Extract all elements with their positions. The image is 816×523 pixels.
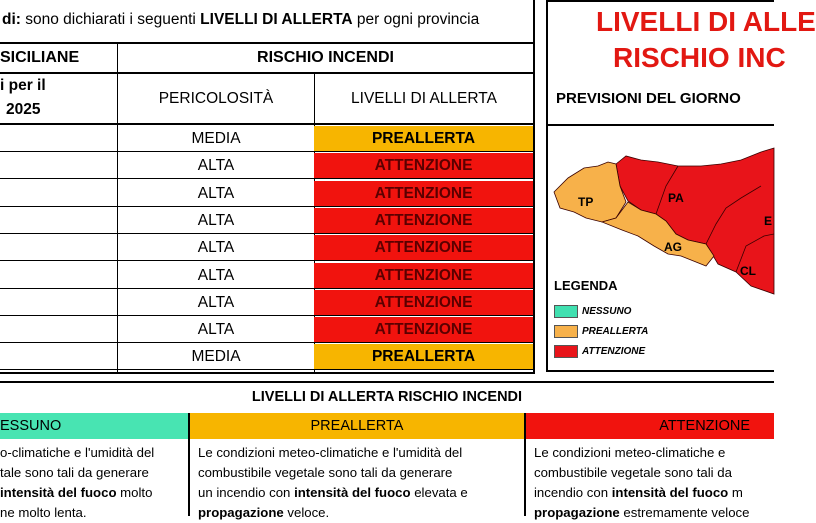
legend-label-preallerta: PREALLERTA — [582, 326, 649, 337]
map-label-pa: PA — [668, 191, 684, 205]
map-label-e: E — [764, 214, 773, 228]
desc-nessuno-l1: o-climatiche e l'umidità del — [0, 445, 155, 460]
map-title-line2: RISCHIO INC — [613, 42, 786, 73]
band-nessuno — [0, 413, 188, 439]
band-label-attenzione: ATTENZIONE — [659, 418, 750, 434]
desc-preallerta-l3c: elevata e — [410, 485, 468, 500]
alert-level-cell: ATTENZIONE — [314, 208, 533, 233]
header-prefix: di: — [2, 11, 21, 28]
hazard-cell: ALTA — [197, 184, 235, 202]
band-attenzione — [526, 413, 774, 439]
desc-attenzione-l3a: incendio con — [534, 485, 612, 500]
map-panel — [546, 0, 816, 372]
desc-attenzione-l2: combustibile vegetale sono tali da — [534, 465, 732, 480]
alert-level-cell: ATTENZIONE — [314, 263, 533, 288]
desc-nessuno-l3b: molto — [116, 485, 153, 500]
map-title-line1: LIVELLI DI ALLE — [596, 6, 816, 37]
desc-attenzione-l4b: estremamente veloce — [619, 505, 750, 520]
col-level-header: LIVELLI DI ALLERTA — [351, 90, 497, 107]
desc-preallerta-l4b: veloce. — [283, 505, 330, 520]
alert-levels-legend — [0, 381, 774, 520]
forecast-label: PREVISIONI DEL GIORNO — [556, 90, 741, 107]
desc-attenzione-l3c: m — [728, 485, 743, 500]
band-label-nessuno: ESSUNO — [0, 418, 62, 434]
desc-preallerta-l3b: intensità del fuoco — [294, 485, 411, 500]
legend-label-nessuno: NESSUNO — [582, 306, 632, 317]
alert-level-cell: ATTENZIONE — [314, 290, 533, 315]
band-preallerta — [190, 413, 524, 439]
hazard-cell: ALTA — [197, 156, 235, 174]
legend-swatch-nessuno — [554, 305, 578, 318]
left-subheader-line2: 2025 — [6, 101, 41, 118]
alert-table-panel — [0, 0, 536, 375]
hazard-cell: ALTA — [197, 320, 235, 338]
hazard-cell: ALTA — [197, 211, 235, 229]
desc-nessuno-l3a: intensità del fuoco — [0, 485, 117, 500]
alert-level-cell: PREALLERTA — [314, 126, 533, 151]
legend-item-preallerta — [554, 325, 648, 338]
alert-level-cell: ATTENZIONE — [314, 181, 533, 206]
desc-preallerta-l2: combustibile vegetale sono tali da generare — [198, 465, 453, 480]
desc-nessuno — [0, 443, 184, 523]
desc-attenzione-l3b: intensità del fuoco — [611, 485, 729, 500]
desc-preallerta-l1: Le condizioni meteo-climatiche e l'umidità del — [198, 445, 463, 460]
hazard-cell: ALTA — [197, 266, 235, 284]
legend-swatch-attenzione — [554, 345, 578, 358]
legend-item-nessuno — [554, 305, 631, 318]
hazard-cell: MEDIA — [191, 129, 241, 147]
header-text: sono dichiarati i seguenti — [25, 11, 196, 28]
map-region-trapani — [554, 162, 626, 222]
col-hazard-header: PERICOLOSITÀ — [158, 90, 274, 107]
desc-preallerta — [198, 443, 520, 523]
desc-nessuno-l4: ne molto lenta. — [0, 505, 87, 520]
desc-attenzione-l4a: propagazione — [534, 505, 620, 520]
left-subheader-line1: i per il — [0, 77, 46, 94]
desc-nessuno-l2: tale sono tali da generare — [0, 465, 149, 480]
col-group-header: RISCHIO INCENDI — [257, 49, 394, 66]
hazard-cell: MEDIA — [191, 347, 241, 365]
desc-preallerta-l3a: un incendio con — [198, 485, 295, 500]
map-label-tp: TP — [578, 195, 594, 209]
legend-title: LEGENDA — [554, 278, 618, 293]
header-line — [2, 11, 479, 29]
header-suffix: per ogni provincia — [356, 11, 480, 28]
desc-attenzione-l1: Le condizioni meteo-climatiche e — [534, 445, 726, 460]
alert-level-cell: ATTENZIONE — [314, 235, 533, 260]
alert-level-cell: ATTENZIONE — [314, 153, 533, 178]
header-highlight: LIVELLI DI ALLERTA — [200, 11, 353, 28]
legend-strip-title: LIVELLI DI ALLERTA RISCHIO INCENDI — [251, 389, 523, 405]
band-label-preallerta: PREALLERTA — [310, 418, 404, 434]
legend-swatch-preallerta — [554, 325, 578, 338]
col-left-header: SICILIANE — [0, 49, 80, 66]
desc-attenzione — [534, 443, 774, 523]
alert-level-cell: ATTENZIONE — [314, 317, 533, 342]
map-label-ag: AG — [664, 240, 682, 254]
alert-level-cell: PREALLERTA — [314, 344, 533, 369]
legend-label-attenzione: ATTENZIONE — [582, 346, 646, 357]
desc-preallerta-l4a: propagazione — [198, 505, 284, 520]
map-label-cl: CL — [740, 264, 756, 278]
hazard-cell: ALTA — [197, 238, 235, 256]
hazard-cell: ALTA — [197, 293, 235, 311]
legend-item-attenzione — [554, 345, 645, 358]
sicily-map — [546, 126, 774, 296]
